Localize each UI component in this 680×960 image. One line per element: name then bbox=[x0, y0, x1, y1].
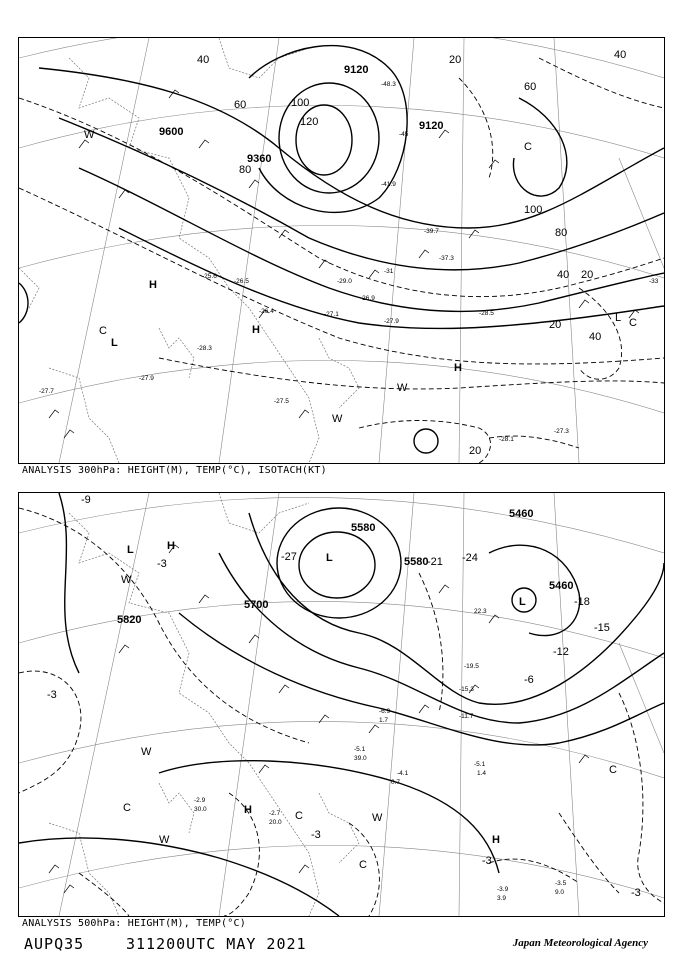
low-center-marker: L bbox=[127, 544, 134, 556]
temperature-value: -25.6 bbox=[202, 273, 217, 280]
temperature-value: -27.9 bbox=[139, 375, 154, 382]
station-value: -5.1 bbox=[354, 746, 366, 753]
temperature-value: -45 bbox=[399, 131, 409, 138]
temperature-value: -41.9 bbox=[381, 181, 396, 188]
warm-center-marker: W bbox=[332, 413, 343, 425]
isotherm-label: -6 bbox=[524, 674, 534, 686]
station-value: -4.1 bbox=[397, 770, 409, 777]
isotherm-label: -24 bbox=[462, 552, 478, 564]
isotach-label: 40 bbox=[614, 49, 627, 61]
high-center-marker: H bbox=[252, 324, 260, 336]
station-value: -19.5 bbox=[464, 663, 479, 670]
isotach-label: 20 bbox=[549, 319, 562, 331]
map-300hpa bbox=[19, 38, 664, 463]
station-value: -2.7 bbox=[269, 810, 281, 817]
station-value: 0.7 bbox=[391, 779, 401, 786]
temperature-value: -37.3 bbox=[439, 255, 454, 262]
isotach-label: 60 bbox=[524, 81, 537, 93]
chart-panel-500hpa bbox=[18, 492, 665, 917]
isotherm-label: -15 bbox=[594, 622, 610, 634]
isotach-label: 120 bbox=[300, 116, 319, 128]
cold-center-marker: C bbox=[99, 325, 107, 337]
temperature-value: -48.3 bbox=[381, 81, 396, 88]
height-label: 5700 bbox=[244, 599, 269, 611]
temperature-value: -31 bbox=[384, 268, 394, 275]
height-label: 9360 bbox=[247, 153, 272, 165]
height-label: 5580 bbox=[351, 522, 376, 534]
product-code: AUPQ35 bbox=[24, 935, 85, 953]
warm-center-marker: W bbox=[397, 382, 408, 394]
isotach-label: 40 bbox=[589, 331, 602, 343]
low-center-marker: L bbox=[326, 552, 333, 564]
station-value: -2.9 bbox=[194, 797, 206, 804]
height-label: 5460 bbox=[509, 508, 534, 520]
graticule bbox=[19, 493, 664, 916]
height-label: 9120 bbox=[419, 120, 444, 132]
temperature-value: -29.0 bbox=[337, 278, 352, 285]
temperature-value: -26.5 bbox=[234, 278, 249, 285]
caption-500hpa: ANALYSIS 500hPa: HEIGHT(M), TEMP(°C) bbox=[22, 918, 246, 929]
station-value: 39.0 bbox=[354, 755, 367, 762]
temperature-value: -28.1 bbox=[499, 436, 514, 443]
height-contours bbox=[19, 46, 664, 453]
cold-center-marker: C bbox=[524, 141, 532, 153]
warm-center-marker: W bbox=[141, 746, 152, 758]
height-label: 5820 bbox=[117, 614, 142, 626]
isotherm-label: -3 bbox=[631, 887, 641, 899]
isotherm-label: -18 bbox=[574, 596, 590, 608]
station-value: -11.7 bbox=[459, 713, 474, 720]
map-500hpa bbox=[19, 493, 664, 916]
valid-time: 311200UTC MAY 2021 bbox=[126, 935, 307, 953]
station-value: 20.0 bbox=[269, 819, 282, 826]
warm-center-marker: W bbox=[121, 574, 132, 586]
temperature-value: -27.1 bbox=[324, 311, 339, 318]
high-center-marker: H bbox=[149, 279, 157, 291]
isotach-label: 100 bbox=[524, 204, 543, 216]
cold-center-marker: C bbox=[359, 859, 367, 871]
low-center-marker: L bbox=[519, 596, 526, 608]
station-value: -6.9 bbox=[379, 708, 391, 715]
station-value: 9.0 bbox=[555, 889, 565, 896]
station-value: 30.0 bbox=[194, 806, 207, 813]
high-center-marker: H bbox=[492, 834, 500, 846]
station-value: -15.3 bbox=[459, 686, 474, 693]
isotach-label: 20 bbox=[469, 445, 482, 457]
temperature-value: -27.9 bbox=[384, 318, 399, 325]
isotherm-label: -9 bbox=[81, 494, 91, 506]
temperature-value: -28.5 bbox=[479, 310, 494, 317]
isotach-label: 80 bbox=[239, 164, 252, 176]
isotherm-label: -3 bbox=[157, 558, 167, 570]
cold-center-marker: C bbox=[295, 810, 303, 822]
warm-center-marker: W bbox=[84, 129, 95, 141]
cold-center-marker: C bbox=[609, 764, 617, 776]
isotach-label: 80 bbox=[555, 227, 568, 239]
high-center-marker: H bbox=[454, 362, 462, 374]
temperature-value: -26.4 bbox=[259, 308, 274, 315]
temperature-value: -26.9 bbox=[360, 295, 375, 302]
isotherm-label: -21 bbox=[427, 556, 443, 568]
temperature-value: -28.3 bbox=[197, 345, 212, 352]
station-value: -3.9 bbox=[497, 886, 509, 893]
temperature-value: -39.7 bbox=[424, 228, 439, 235]
caption-300hpa: ANALYSIS 300hPa: HEIGHT(M), TEMP(°C), ISOTACH(KT) bbox=[22, 465, 327, 476]
agency-name: Japan Meteorological Agency bbox=[512, 937, 648, 949]
station-value: -3.5 bbox=[555, 880, 567, 887]
warm-center-marker: W bbox=[159, 834, 170, 846]
height-label: 5580 bbox=[404, 556, 429, 568]
temperature-value: -27.3 bbox=[554, 428, 569, 435]
isotach-label: 40 bbox=[557, 269, 570, 281]
high-center-marker: H bbox=[244, 804, 252, 816]
isotherm-label: -3 bbox=[311, 829, 321, 841]
isotach-label: 20 bbox=[449, 54, 462, 66]
height-label: 9600 bbox=[159, 126, 184, 138]
isotherm-label: -27 bbox=[281, 551, 297, 563]
isotach-label: 60 bbox=[234, 99, 247, 111]
isotherm-label: -3 bbox=[482, 855, 492, 867]
temperature-value: -33 bbox=[649, 278, 659, 285]
high-center-marker: H bbox=[167, 540, 175, 552]
height-label: 9120 bbox=[344, 64, 369, 76]
low-center-marker: L bbox=[111, 337, 118, 349]
isotach-label: 20 bbox=[581, 269, 594, 281]
height-label: 5460 bbox=[549, 580, 574, 592]
station-value: 22.3 bbox=[474, 608, 487, 615]
station-value: 3.9 bbox=[497, 895, 507, 902]
cold-center-marker: C bbox=[123, 802, 131, 814]
station-value: 1.7 bbox=[379, 717, 389, 724]
isotach-label: 100 bbox=[291, 97, 310, 109]
warm-center-marker: W bbox=[372, 812, 383, 824]
temperature-value: -27.7 bbox=[39, 388, 54, 395]
isotherm-label: -3 bbox=[47, 689, 57, 701]
temperature-value: -27.5 bbox=[274, 398, 289, 405]
low-center-marker: L bbox=[615, 312, 622, 324]
isotherm-label: -12 bbox=[553, 646, 569, 658]
cold-center-marker: C bbox=[629, 317, 637, 329]
isotach-label: 40 bbox=[197, 54, 210, 66]
height-contours bbox=[19, 493, 664, 916]
station-value: 1.4 bbox=[477, 770, 487, 777]
station-value: -5.1 bbox=[474, 761, 486, 768]
chart-panel-300hpa bbox=[18, 37, 665, 464]
